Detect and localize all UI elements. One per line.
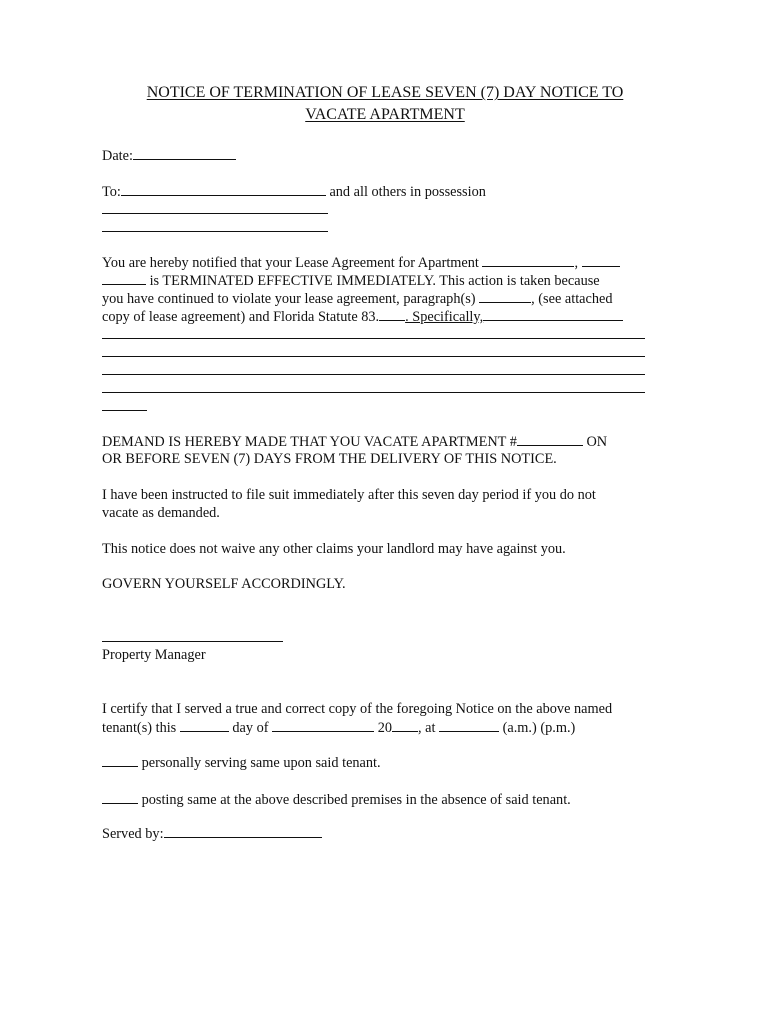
specifics-line-3[interactable] xyxy=(102,374,645,375)
option-personal-field[interactable] xyxy=(102,753,138,767)
certify-at-text: , at xyxy=(418,720,436,736)
notice-text-apartment: You are hereby notified that your Lease Agreement for Apartment xyxy=(102,255,479,271)
specifically-field[interactable] xyxy=(483,307,623,321)
demand-on: ON xyxy=(586,434,608,450)
certify-line-1: I certify that I served a true and correct copy of the foregoing Notice on the above named xyxy=(102,701,613,717)
address-line-2[interactable] xyxy=(102,231,328,232)
document-title-line-2: VACATE APARTMENT xyxy=(305,106,465,123)
address-line-1[interactable] xyxy=(102,213,328,214)
served-by-label: Served by: xyxy=(102,826,164,842)
notice-line-4 xyxy=(102,307,623,326)
specifics-line-1[interactable] xyxy=(102,338,645,339)
date-label: Date: xyxy=(102,148,133,164)
time-field[interactable] xyxy=(439,718,499,732)
apartment-field-2[interactable] xyxy=(582,253,620,267)
specifics-line-4[interactable] xyxy=(102,392,645,393)
certify-tenants-text: tenant(s) this xyxy=(102,720,177,736)
demand-line-1 xyxy=(102,432,607,451)
served-by-row xyxy=(102,824,322,843)
to-field[interactable] xyxy=(121,182,326,196)
certify-year-prefix: 20 xyxy=(377,720,392,736)
certify-ampm-text: (a.m.) (p.m.) xyxy=(502,720,576,736)
document-title-line-1: NOTICE OF TERMINATION OF LEASE SEVEN (7) DAY NOTICE TO xyxy=(146,84,624,101)
notice-line-1 xyxy=(102,253,620,272)
to-row xyxy=(102,182,486,201)
day-field[interactable] xyxy=(180,718,229,732)
suit-line-1: I have been instructed to file suit immediately after this seven day period if you do not xyxy=(102,487,596,503)
option-posting-row xyxy=(102,790,571,809)
notice-text-specifically: . Specifically, xyxy=(405,309,484,325)
option-personal-row xyxy=(102,753,381,772)
signature-line[interactable] xyxy=(102,641,283,642)
notice-line-3 xyxy=(102,289,613,308)
option-posting-field[interactable] xyxy=(102,790,138,804)
notice-text-terminated: is TERMINATED EFFECTIVE IMMEDIATELY. This action is taken because xyxy=(149,273,600,289)
suit-line-2: vacate as demanded. xyxy=(102,505,220,521)
apartment-field[interactable] xyxy=(482,253,574,267)
month-field[interactable] xyxy=(272,718,374,732)
notice-text-paragraphs: you have continued to violate your lease agreement, paragraph(s) xyxy=(102,291,476,307)
notice-line-2 xyxy=(102,271,600,290)
option-personal-text: personally serving same upon said tenant. xyxy=(141,755,381,771)
paragraph-field[interactable] xyxy=(479,289,531,303)
demand-apartment-field[interactable] xyxy=(517,432,583,446)
date-row xyxy=(102,146,236,165)
date-field[interactable] xyxy=(133,146,236,160)
apartment-field-3[interactable] xyxy=(102,271,146,285)
statute-field[interactable] xyxy=(379,307,405,321)
govern-text: GOVERN YOURSELF ACCORDINGLY. xyxy=(102,576,346,592)
notice-comma: , xyxy=(574,255,579,271)
waive-text: This notice does not waive any other claims your landlord may have against you. xyxy=(102,541,566,557)
demand-text: DEMAND IS HEREBY MADE THAT YOU VACATE APARTMENT # xyxy=(102,434,517,450)
specifics-line-2[interactable] xyxy=(102,356,645,357)
year-field[interactable] xyxy=(392,718,418,732)
served-by-field[interactable] xyxy=(164,824,322,838)
notice-text-see-attached: , (see attached xyxy=(531,291,613,307)
to-suffix: and all others in possession xyxy=(329,184,486,200)
demand-line-2: OR BEFORE SEVEN (7) DAYS FROM THE DELIVERY OF THIS NOTICE. xyxy=(102,451,557,467)
option-posting-text: posting same at the above described premises in the absence of said tenant. xyxy=(141,792,571,808)
signature-label: Property Manager xyxy=(102,647,206,663)
certify-line-2 xyxy=(102,718,575,737)
certify-day-of-text: day of xyxy=(232,720,269,736)
to-label: To: xyxy=(102,184,121,200)
specifics-line-5[interactable] xyxy=(102,410,147,411)
notice-text-statute: copy of lease agreement) and Florida Statute 83. xyxy=(102,309,380,325)
